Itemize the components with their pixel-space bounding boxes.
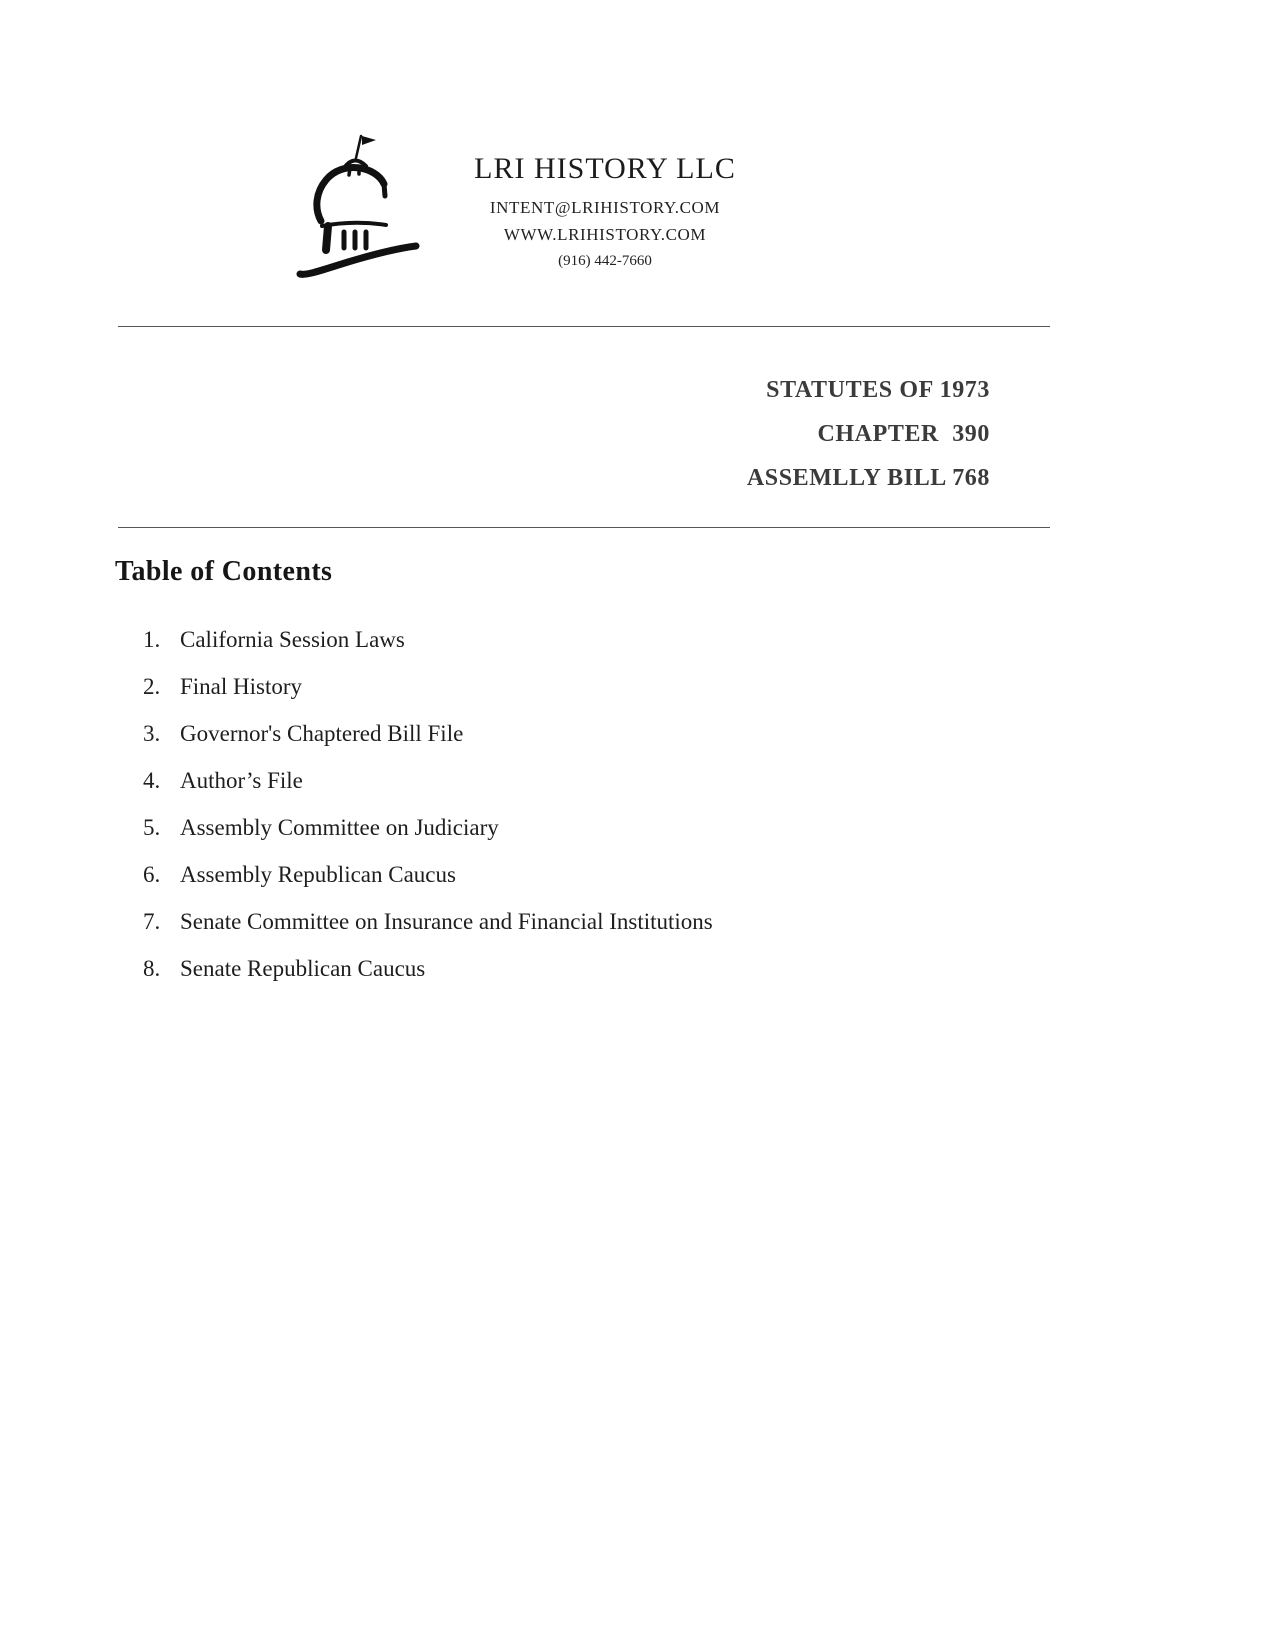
toc-item-number: 8. xyxy=(143,956,161,981)
toc-item-assembly-committee-judiciary xyxy=(143,804,713,851)
toc-item-number: 1. xyxy=(143,627,161,652)
toc-item-number: 3. xyxy=(143,721,161,746)
assembly-bill-number: ASSEMLLY BILL 768 xyxy=(746,465,990,491)
chapter-number: CHAPTER 390 xyxy=(817,421,990,447)
toc-item-label: Assembly Republican Caucus xyxy=(180,862,456,887)
statute-title-block xyxy=(747,368,990,500)
toc-item-number: 4. xyxy=(143,768,161,793)
company-phone: (916) 442-7660 xyxy=(558,253,652,269)
toc-item-label: Governor's Chaptered Bill File xyxy=(180,721,464,746)
toc-item-senate-republican-caucus xyxy=(143,945,713,992)
statutes-year: STATUTES OF 1973 xyxy=(766,377,990,403)
toc-item-label: Final History xyxy=(180,674,303,699)
company-email: INTENT@LRIHISTORY.COM xyxy=(489,198,721,217)
company-website: WWW.LRIHISTORY.COM xyxy=(503,225,707,244)
toc-item-number: 5. xyxy=(143,815,161,840)
toc-item-number: 6. xyxy=(143,862,161,887)
toc-item-senate-committee-insurance xyxy=(143,898,713,945)
toc-item-california-session-laws xyxy=(143,616,713,663)
toc-item-final-history xyxy=(143,663,713,710)
toc-heading: Table of Contents xyxy=(115,556,333,587)
toc-list xyxy=(143,616,713,992)
toc-item-label: California Session Laws xyxy=(180,627,405,652)
toc-item-authors-file xyxy=(143,757,713,804)
toc-item-label: Senate Committee on Insurance and Financial Institutions xyxy=(180,909,713,934)
divider-top xyxy=(118,326,1050,327)
toc-item-governors-chaptered-bill-file xyxy=(143,710,713,757)
company-name: LRI HISTORY LLC xyxy=(474,152,736,185)
capitol-building-icon xyxy=(292,128,432,288)
letterhead xyxy=(435,152,775,270)
toc-item-number: 2. xyxy=(143,674,161,699)
divider-bottom xyxy=(118,527,1050,528)
toc-item-label: Assembly Committee on Judiciary xyxy=(180,815,499,840)
toc-item-label: Author’s File xyxy=(180,768,303,793)
toc-item-number: 7. xyxy=(143,909,161,934)
toc-item-label: Senate Republican Caucus xyxy=(180,956,426,981)
toc-item-assembly-republican-caucus xyxy=(143,851,713,898)
